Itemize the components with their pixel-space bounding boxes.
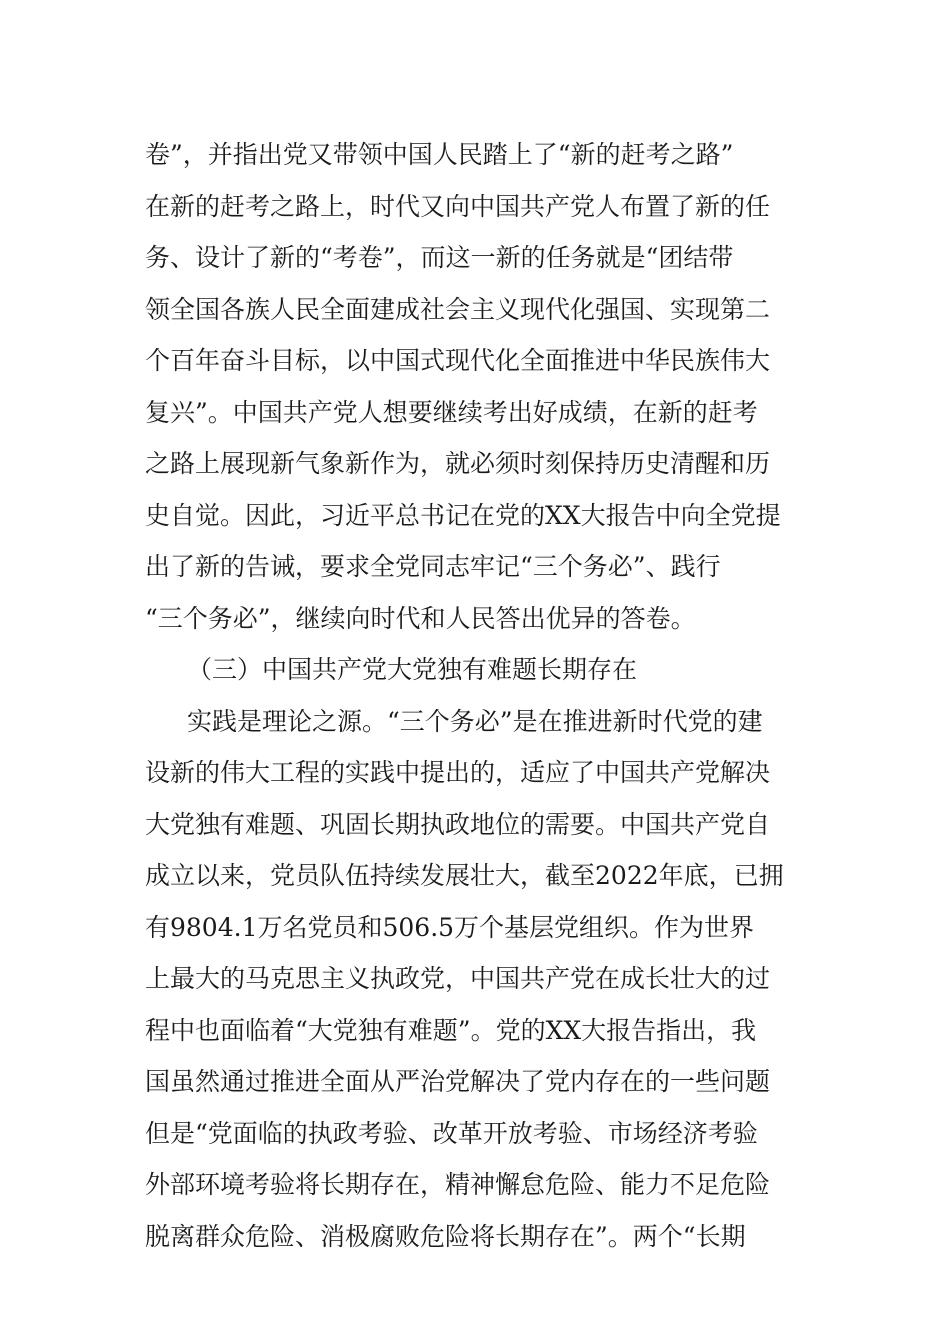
paragraph-line: 程中也面临着“大党独有难题”。党的XX大报告指出，我 xyxy=(145,1015,757,1045)
body-text xyxy=(145,129,810,1262)
paragraph-line: 领全国各族人民全面建成社会主义现代化强国、实现第二 xyxy=(145,294,771,324)
paragraph-line: 国虽然通过推进全面从严治党解决了党内存在的一些问题 xyxy=(145,1067,771,1096)
paragraph-line: 卷”，并指出党又带领中国人民踏上了“新的赶考之路” xyxy=(145,140,734,169)
paragraph-line: 务、设计了新的“考卷”，而这一新的任务就是“团结带 xyxy=(145,243,734,272)
paragraph-line: 出了新的告诫，要求全党同志牢记“三个务必”、践行 xyxy=(145,552,721,581)
paragraph-line: 但是“党面临的执政考验、改革开放考验、市场经济考验 xyxy=(145,1118,758,1148)
paragraph-line: 大党独有难题、巩固长期执政地位的需要。中国共产党自 xyxy=(145,809,771,839)
paragraph-line: 复兴”。中国共产党人想要继续考出好成绩，在新的赶考 xyxy=(145,397,758,427)
paragraph-line: 外部环境考验将长期存在，精神懈怠危险、能力不足危险 xyxy=(145,1170,771,1199)
section-heading: （三）中国共产党大党独有难题长期存在 xyxy=(187,655,638,684)
paragraph-line: 设新的伟大工程的实践中提出的，适应了中国共产党解决 xyxy=(145,758,771,787)
paragraph-line: 实践是理论之源。“三个务必”是在推进新时代党的建 xyxy=(187,706,763,736)
paragraph-line: 成立以来，党员队伍持续发展壮大，截至2022年底，已拥 xyxy=(145,861,784,890)
paragraph-line: 个百年奋斗目标，以中国式现代化全面推进中华民族伟大 xyxy=(145,346,771,375)
paragraph-line: 脱离群众危险、消极腐败危险将长期存在”。两个“长期 xyxy=(145,1221,746,1251)
paragraph-line: 史自觉。因此，习近平总书记在党的XX大报告中向全党提 xyxy=(145,500,781,530)
paragraph-line: 有9804.1万名党员和506.5万个基层党组织。作为世界 xyxy=(145,912,755,942)
paragraph-line: 之路上展现新气象新作为，就必须时刻保持历史清醒和历 xyxy=(145,449,771,478)
paragraph-line: 在新的赶考之路上，时代又向中国共产党人布置了新的任 xyxy=(145,191,771,221)
paragraph-line: “三个务必”，继续向时代和人民答出优异的答卷。 xyxy=(145,603,696,633)
paragraph-line: 上最大的马克思主义执政党，中国共产党在成长壮大的过 xyxy=(145,964,771,993)
